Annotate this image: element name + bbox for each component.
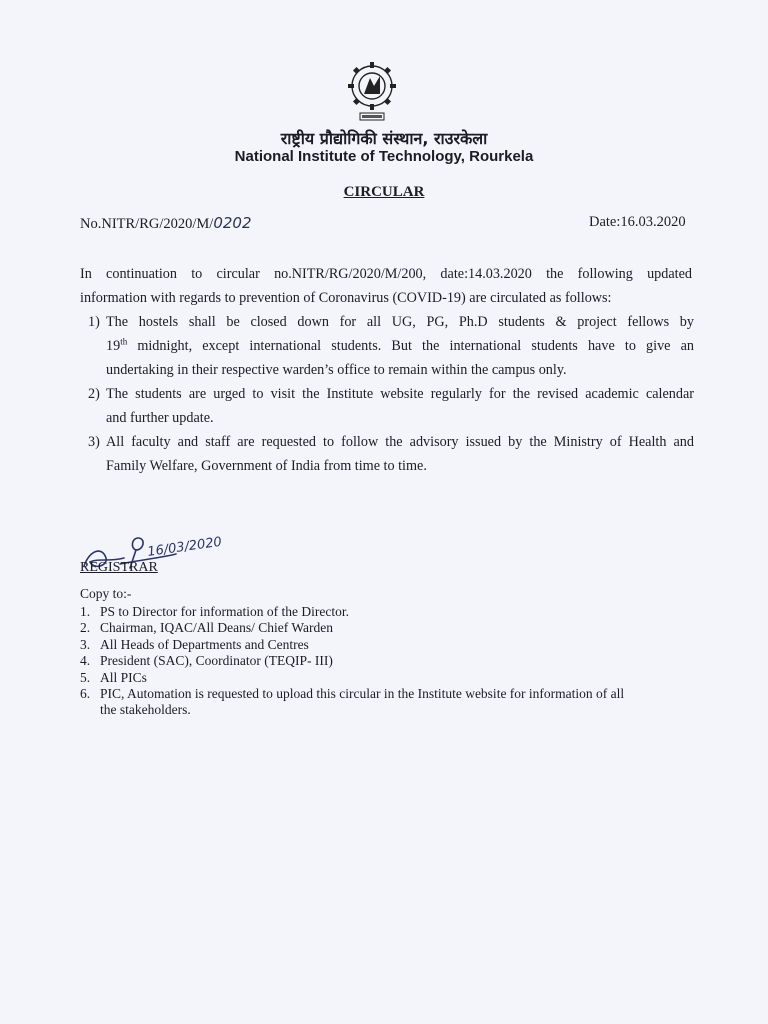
copy-item (80, 604, 700, 620)
copy-item-text: All Heads of Departments and Centres (100, 636, 309, 652)
point-line: The students are urged to visit the Institute website regularly for the revised academic calendar (106, 386, 694, 402)
point-line: The hostels shall be closed down for all UG, PG, Ph.D students & project fellows by (106, 314, 694, 330)
registrar-title: REGISTRAR (80, 560, 158, 575)
intro-line-1: In continuation to circular no.NITR/RG/2020/M/200, date:14.03.2020 the following updated (80, 266, 692, 282)
point-item (80, 382, 694, 430)
copy-item-number: 3. (80, 636, 91, 652)
point-number: 2) (88, 386, 100, 402)
reference-prefix: No.NITR/RG/2020/M/ (80, 216, 214, 232)
point-day-suffix: th (120, 336, 128, 347)
point-number: 3) (88, 434, 100, 450)
point-item (80, 430, 694, 478)
reference-handwritten-number: 0202 (213, 214, 252, 232)
point-line (106, 334, 694, 358)
intro-line-2: information with regards to prevention of Coronavirus (COVID-19) are circulated as follows: (80, 290, 612, 306)
reference-number (80, 214, 252, 233)
copy-item (80, 686, 700, 719)
circular-title: CIRCULAR (343, 184, 425, 200)
point-line: All faculty and staff are requested to follow the advisory issued by the Ministry of Health and (106, 434, 694, 450)
copy-item-number: 6. (80, 686, 91, 702)
copy-item (80, 620, 700, 636)
copy-item-text: PS to Director for information of the Director. (100, 604, 349, 619)
copy-item-text: Chairman, IQAC/All Deans/ Chief Warden (100, 620, 333, 636)
copy-item-text: All PICs (100, 669, 147, 685)
copy-item (80, 653, 700, 669)
copy-item-number: 5. (80, 669, 91, 685)
point-line-rest: midnight, except international students. But the international students have to give an (127, 338, 694, 354)
nit-rourkela-emblem-icon (346, 60, 398, 122)
point-day: 19 (106, 338, 121, 354)
institute-name-english: National Institute of Technology, Rourkela (234, 148, 534, 165)
circular-date: Date:16.03.2020 (589, 214, 686, 230)
intro-paragraph (80, 262, 692, 310)
circular-points (80, 310, 694, 478)
copy-list (80, 604, 700, 719)
copy-item-text: President (SAC), Coordinator (TEQIP- III) (100, 653, 333, 669)
point-line: undertaking in their respective warden’s office to remain within the campus only. (106, 362, 567, 378)
copy-item-number: 2. (80, 620, 91, 636)
copy-item (80, 637, 700, 653)
point-line: and further update. (106, 410, 214, 426)
copy-item-text-continued: the stakeholders. (100, 702, 191, 718)
copy-item-number: 4. (80, 653, 91, 669)
copy-item (80, 670, 700, 686)
point-number: 1) (88, 314, 100, 330)
copy-to-label: Copy to:- (80, 586, 132, 601)
copy-item-number: 1. (80, 604, 91, 619)
copy-item-text: PIC, Automation is requested to upload this circular in the Institute website for information of all (100, 686, 625, 702)
signature-date: 16/03/2020 (146, 534, 223, 560)
point-item (80, 310, 694, 382)
point-line: Family Welfare, Government of India from time to time. (106, 458, 427, 474)
institute-name-hindi: राष्ट्रीय प्रौद्योगिकी संस्थान, राउरकेला (280, 129, 488, 148)
